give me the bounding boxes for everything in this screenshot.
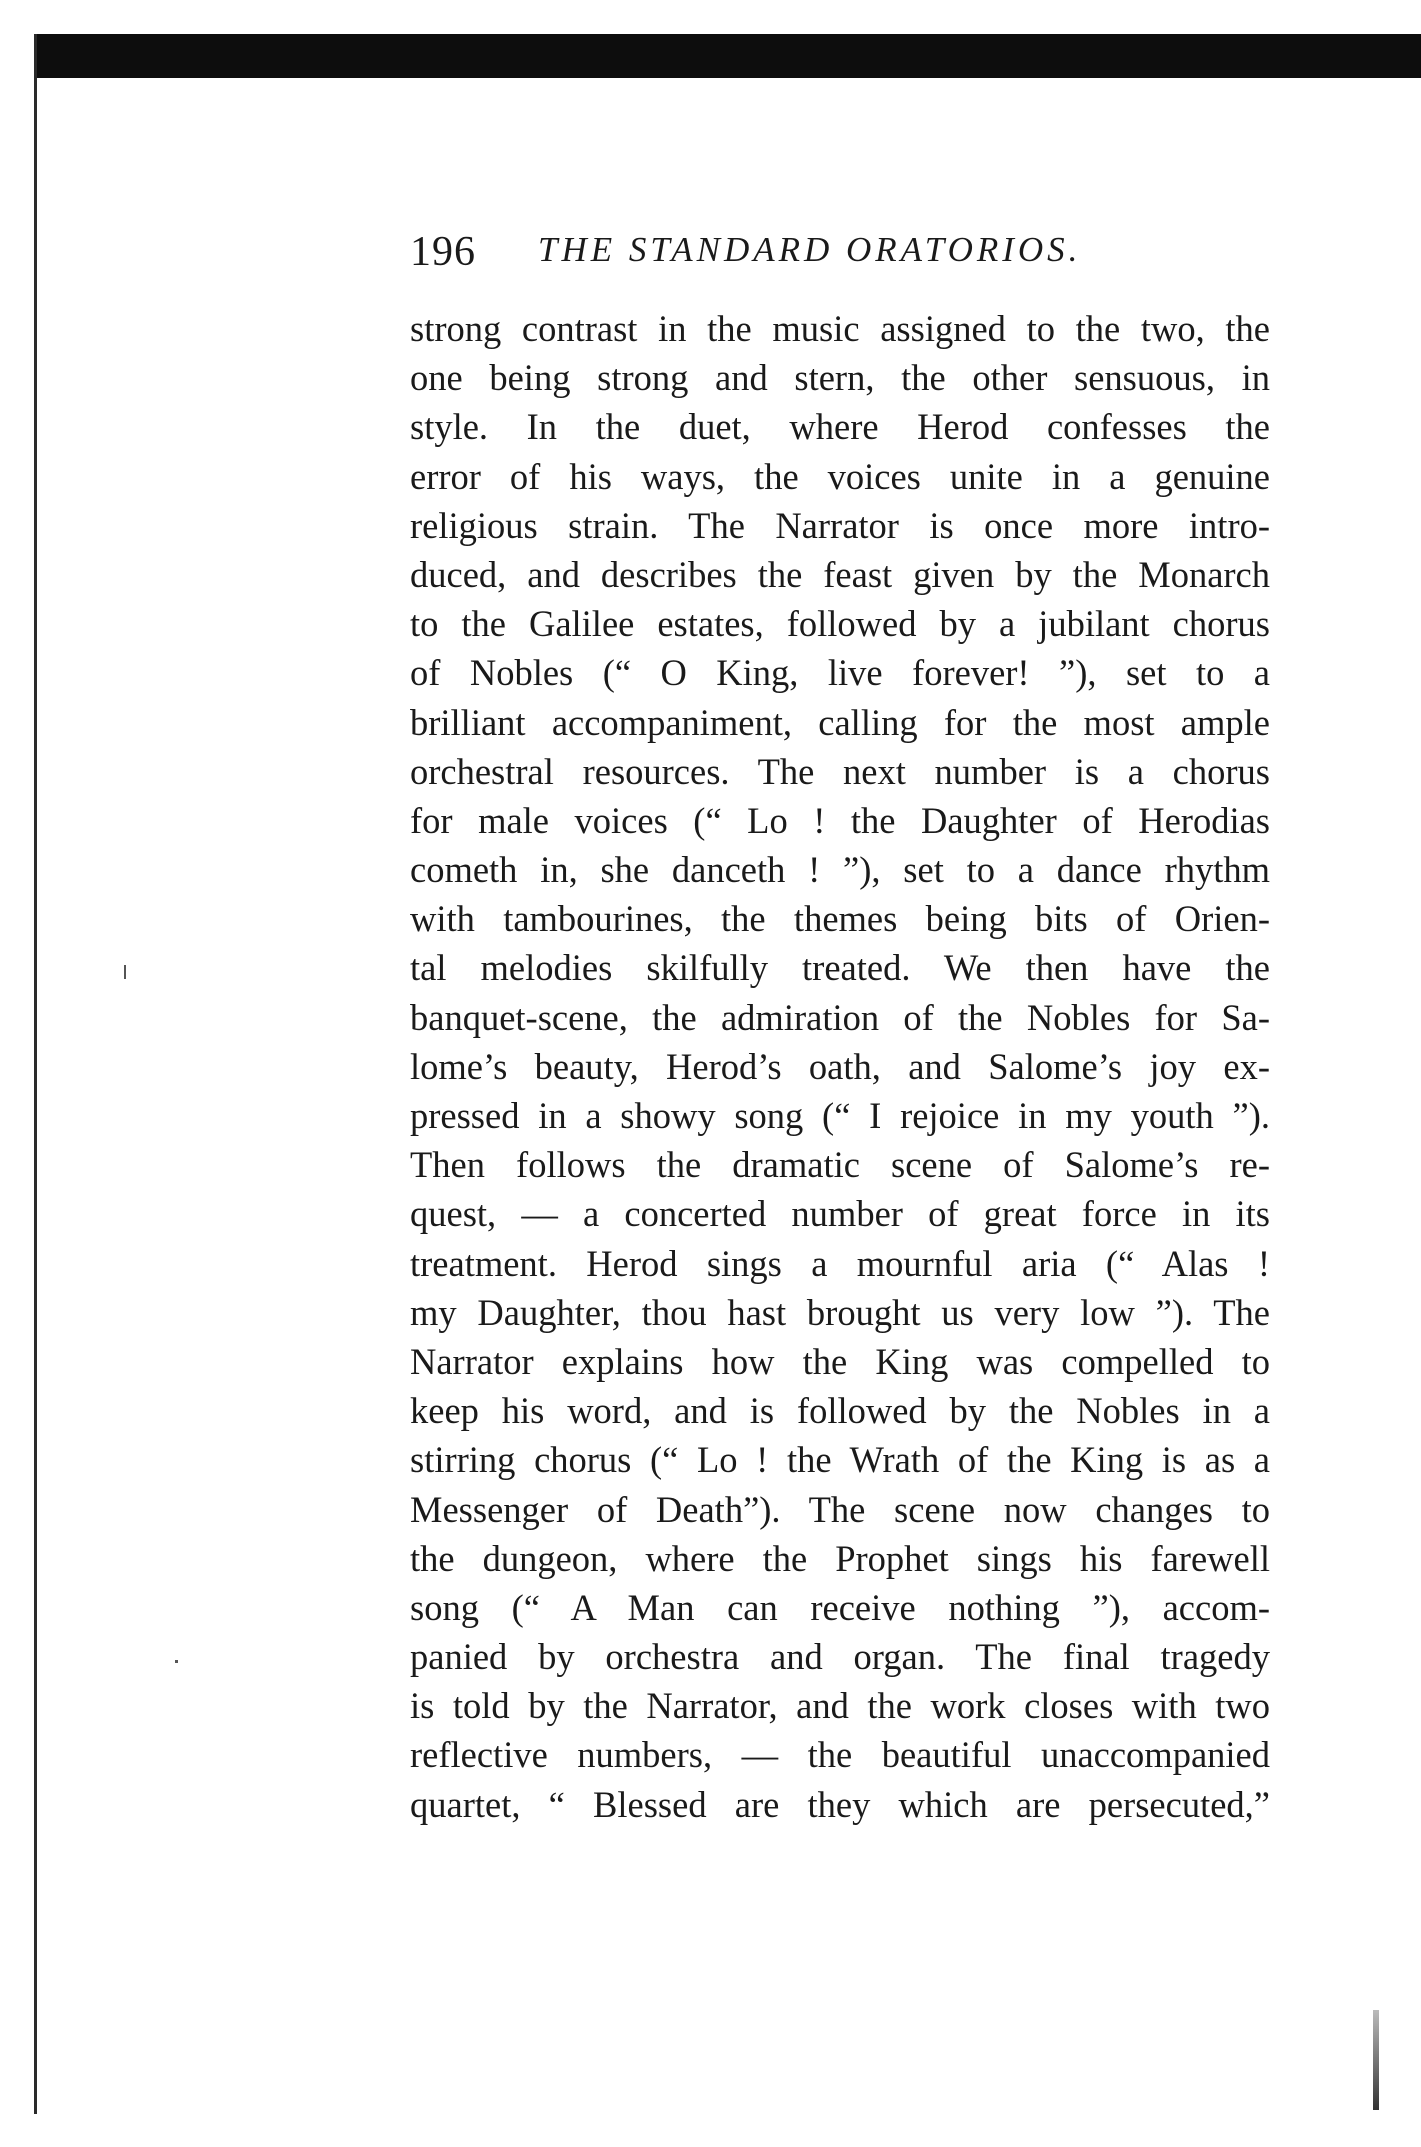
text-line: Then follows the dramatic scene of Salome’s re-: [410, 1144, 1270, 1186]
text-line: lome’s beauty, Herod’s oath, and Salome’s joy ex-: [410, 1045, 1270, 1087]
text-line: treatment. Herod sings a mournful aria (“ Alas !: [410, 1242, 1270, 1284]
text-line: one being strong and stern, the other sensuous, in: [410, 357, 1270, 399]
text-line: strong contrast in the music assigned to the two, the: [410, 308, 1270, 349]
text-line: keep his word, and is followed by the Nobles in a: [410, 1390, 1270, 1432]
text-line: duced, and describes the feast given by the Monarch: [410, 553, 1270, 595]
page-header: [410, 228, 1270, 288]
text-line: quest, — a concerted number of great force in its: [410, 1193, 1270, 1235]
text-line: tal melodies skilfully treated. We then have the: [410, 947, 1270, 989]
scan-speck: [175, 1660, 178, 1663]
text-line: banquet-scene, the admiration of the Nobles for Sa-: [410, 996, 1270, 1038]
text-line: to the Galilee estates, followed by a jubilant chorus: [410, 603, 1270, 645]
body-text: [410, 304, 1270, 1829]
text-line: quartet, “ Blessed are they which are persecuted,”: [410, 1783, 1270, 1825]
text-line: panied by orchestra and organ. The final tragedy: [410, 1636, 1270, 1678]
text-line: song (“ A Man can receive nothing ”), accom-: [410, 1586, 1270, 1628]
text-line: stirring chorus (“ Lo ! the Wrath of the King is as a: [410, 1439, 1270, 1481]
text-line: error of his ways, the voices unite in a genuine: [410, 455, 1270, 497]
text-line: reflective numbers, — the beautiful unaccompanied: [410, 1734, 1270, 1776]
text-line: Narrator explains how the King was compelled to: [410, 1340, 1270, 1382]
text-line: religious strain. The Narrator is once more intro-: [410, 504, 1270, 546]
text-line: pressed in a showy song (“ I rejoice in my youth ”).: [410, 1095, 1270, 1136]
text-line: for male voices (“ Lo ! the Daughter of Herodias: [410, 799, 1270, 841]
text-line: of Nobles (“ O King, live forever! ”), set to a: [410, 652, 1270, 694]
text-line: with tambourines, the themes being bits of Orien-: [410, 898, 1270, 940]
text-line: is told by the Narrator, and the work closes with two: [410, 1685, 1270, 1727]
page-number: 196: [410, 229, 476, 275]
scan-top-edge: [34, 34, 1421, 78]
text-line: brilliant accompaniment, calling for the most ample: [410, 701, 1270, 743]
text-line: style. In the duet, where Herod confesses the: [410, 406, 1270, 448]
scan-speck: [124, 965, 126, 979]
text-line: the dungeon, where the Prophet sings his farewell: [410, 1537, 1270, 1579]
scan-left-edge: [34, 34, 37, 2114]
text-line: orchestral resources. The next number is a chorus: [410, 750, 1270, 792]
text-line: Messenger of Death”). The scene now changes to: [410, 1488, 1270, 1530]
scan-edge-mark: [1373, 2010, 1379, 2110]
running-title: THE STANDARD ORATORIOS.: [538, 230, 1082, 269]
text-line: cometh in, she danceth ! ”), set to a dance rhythm: [410, 849, 1270, 891]
text-line: my Daughter, thou hast brought us very low ”). The: [410, 1291, 1270, 1333]
